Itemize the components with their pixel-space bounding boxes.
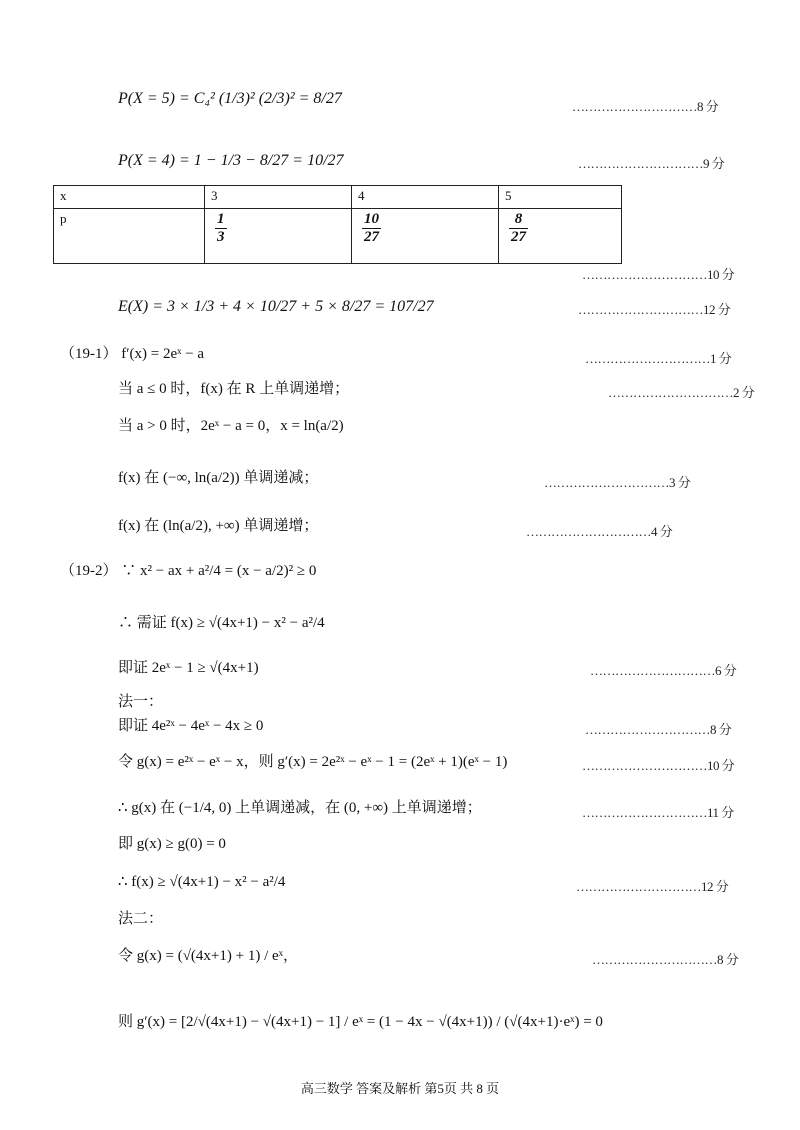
score-10-b: …………………………10 分 (582, 758, 735, 773)
method-1-step-1: 即证 4e²ˣ − 4eˣ − 4x ≥ 0 (118, 718, 264, 734)
fraction: $\frac{8}{27}$ (511, 211, 526, 245)
table-header-3: 3 (205, 186, 352, 209)
score-3: …………………………3 分 (544, 475, 691, 490)
q19-1-increasing: f(x) 在 (ln(a/2), +∞) 单调递增； (118, 518, 319, 534)
table-header-4: 4 (352, 186, 499, 209)
score-8-a: …………………………8 分 (572, 99, 719, 114)
table-header-x: x (54, 186, 205, 209)
q19-1-decreasing: f(x) 在 (−∞, ln(a/2)) 单调递减； (118, 470, 319, 486)
fraction: $\frac{10}{27}$ (364, 211, 379, 245)
method-1-conclusion: ∴ f(x) ≥ √(4x+1) − x² − a²/4 (118, 874, 286, 890)
score-12-a: …………………………12 分 (578, 302, 731, 317)
method-2-step-1: 令 g(x) = (√(4x+1) + 1) / eˣ， (118, 948, 298, 964)
prob-x4-line: P(X = 4) = 1 − 1/3 − 8/27 = 10/27 (118, 152, 344, 169)
method-1-step-4: 即 g(x) ≥ g(0) = 0 (118, 836, 226, 852)
q19-1-derivative: （19-1） f′(x) = 2eˣ − a (60, 346, 205, 362)
q19-1-case-a-positive: 当 a > 0 时，2eˣ − a = 0，x = ln(a/2) (118, 418, 344, 434)
score-2: …………………………2 分 (608, 385, 755, 400)
score-12-b: …………………………12 分 (576, 879, 729, 894)
fraction: $\frac{1}{3}$ (217, 211, 225, 245)
table-header-5: 5 (499, 186, 622, 209)
score-8-b: …………………………8 分 (585, 722, 732, 737)
table-header-row (54, 186, 622, 209)
table-cell-p5 (499, 209, 622, 264)
expectation-line: E(X) = 3 × 1/3 + 4 × 10/27 + 5 × 8/27 = 107/27 (118, 298, 434, 315)
table-cell-p4 (352, 209, 499, 264)
q19-2-need-prove: ∴ 需证 f(x) ≥ √(4x+1) − x² − a²/4 (118, 615, 325, 631)
score-9: …………………………9 分 (578, 156, 725, 171)
table-label-p: p (54, 209, 205, 264)
score-6: …………………………6 分 (590, 663, 737, 678)
score-4: …………………………4 分 (526, 524, 673, 539)
q19-2-equivalent: 即证 2eˣ − 1 ≥ √(4x+1) (118, 660, 259, 676)
score-11: …………………………11 分 (582, 805, 734, 820)
score-10-a: …………………………10 分 (582, 267, 735, 282)
page-footer: 高三数学 答案及解析 第5页 共 8 页 (300, 1081, 500, 1096)
q19-2-square-identity: （19-2） ∵ x² − ax + a²/4 = (x − a/2)² ≥ 0 (60, 563, 317, 579)
method-2-heading: 法二： (118, 911, 164, 927)
score-1: …………………………1 分 (585, 351, 732, 366)
distribution-table (53, 185, 622, 264)
method-1-heading: 法一： (118, 694, 164, 710)
method-2-step-2: 则 g′(x) = [2/√(4x+1) − √(4x+1) − 1] / eˣ = (1 − 4x − √(4x+1)) / (√(4x+1)·eˣ) = 0 (118, 1014, 603, 1030)
table-row-p (54, 209, 622, 264)
score-8-c: …………………………8 分 (592, 952, 739, 967)
method-1-step-3: ∴ g(x) 在 (−1/4, 0) 上单调递减，在 (0, +∞) 上单调递增； (118, 800, 482, 816)
prob-x5-line: P(X = 5) = C₄² (1/3)² (2/3)² = 8/27 (118, 90, 342, 107)
table-cell-p3 (205, 209, 352, 264)
method-1-step-2: 令 g(x) = e²ˣ − eˣ − x，则 g′(x) = 2e²ˣ − eˣ − 1 = (2eˣ + 1)(eˣ − 1) (118, 754, 508, 770)
q19-1-case-a-nonpositive: 当 a ≤ 0 时，f(x) 在 R 上单调递增； (118, 381, 350, 397)
